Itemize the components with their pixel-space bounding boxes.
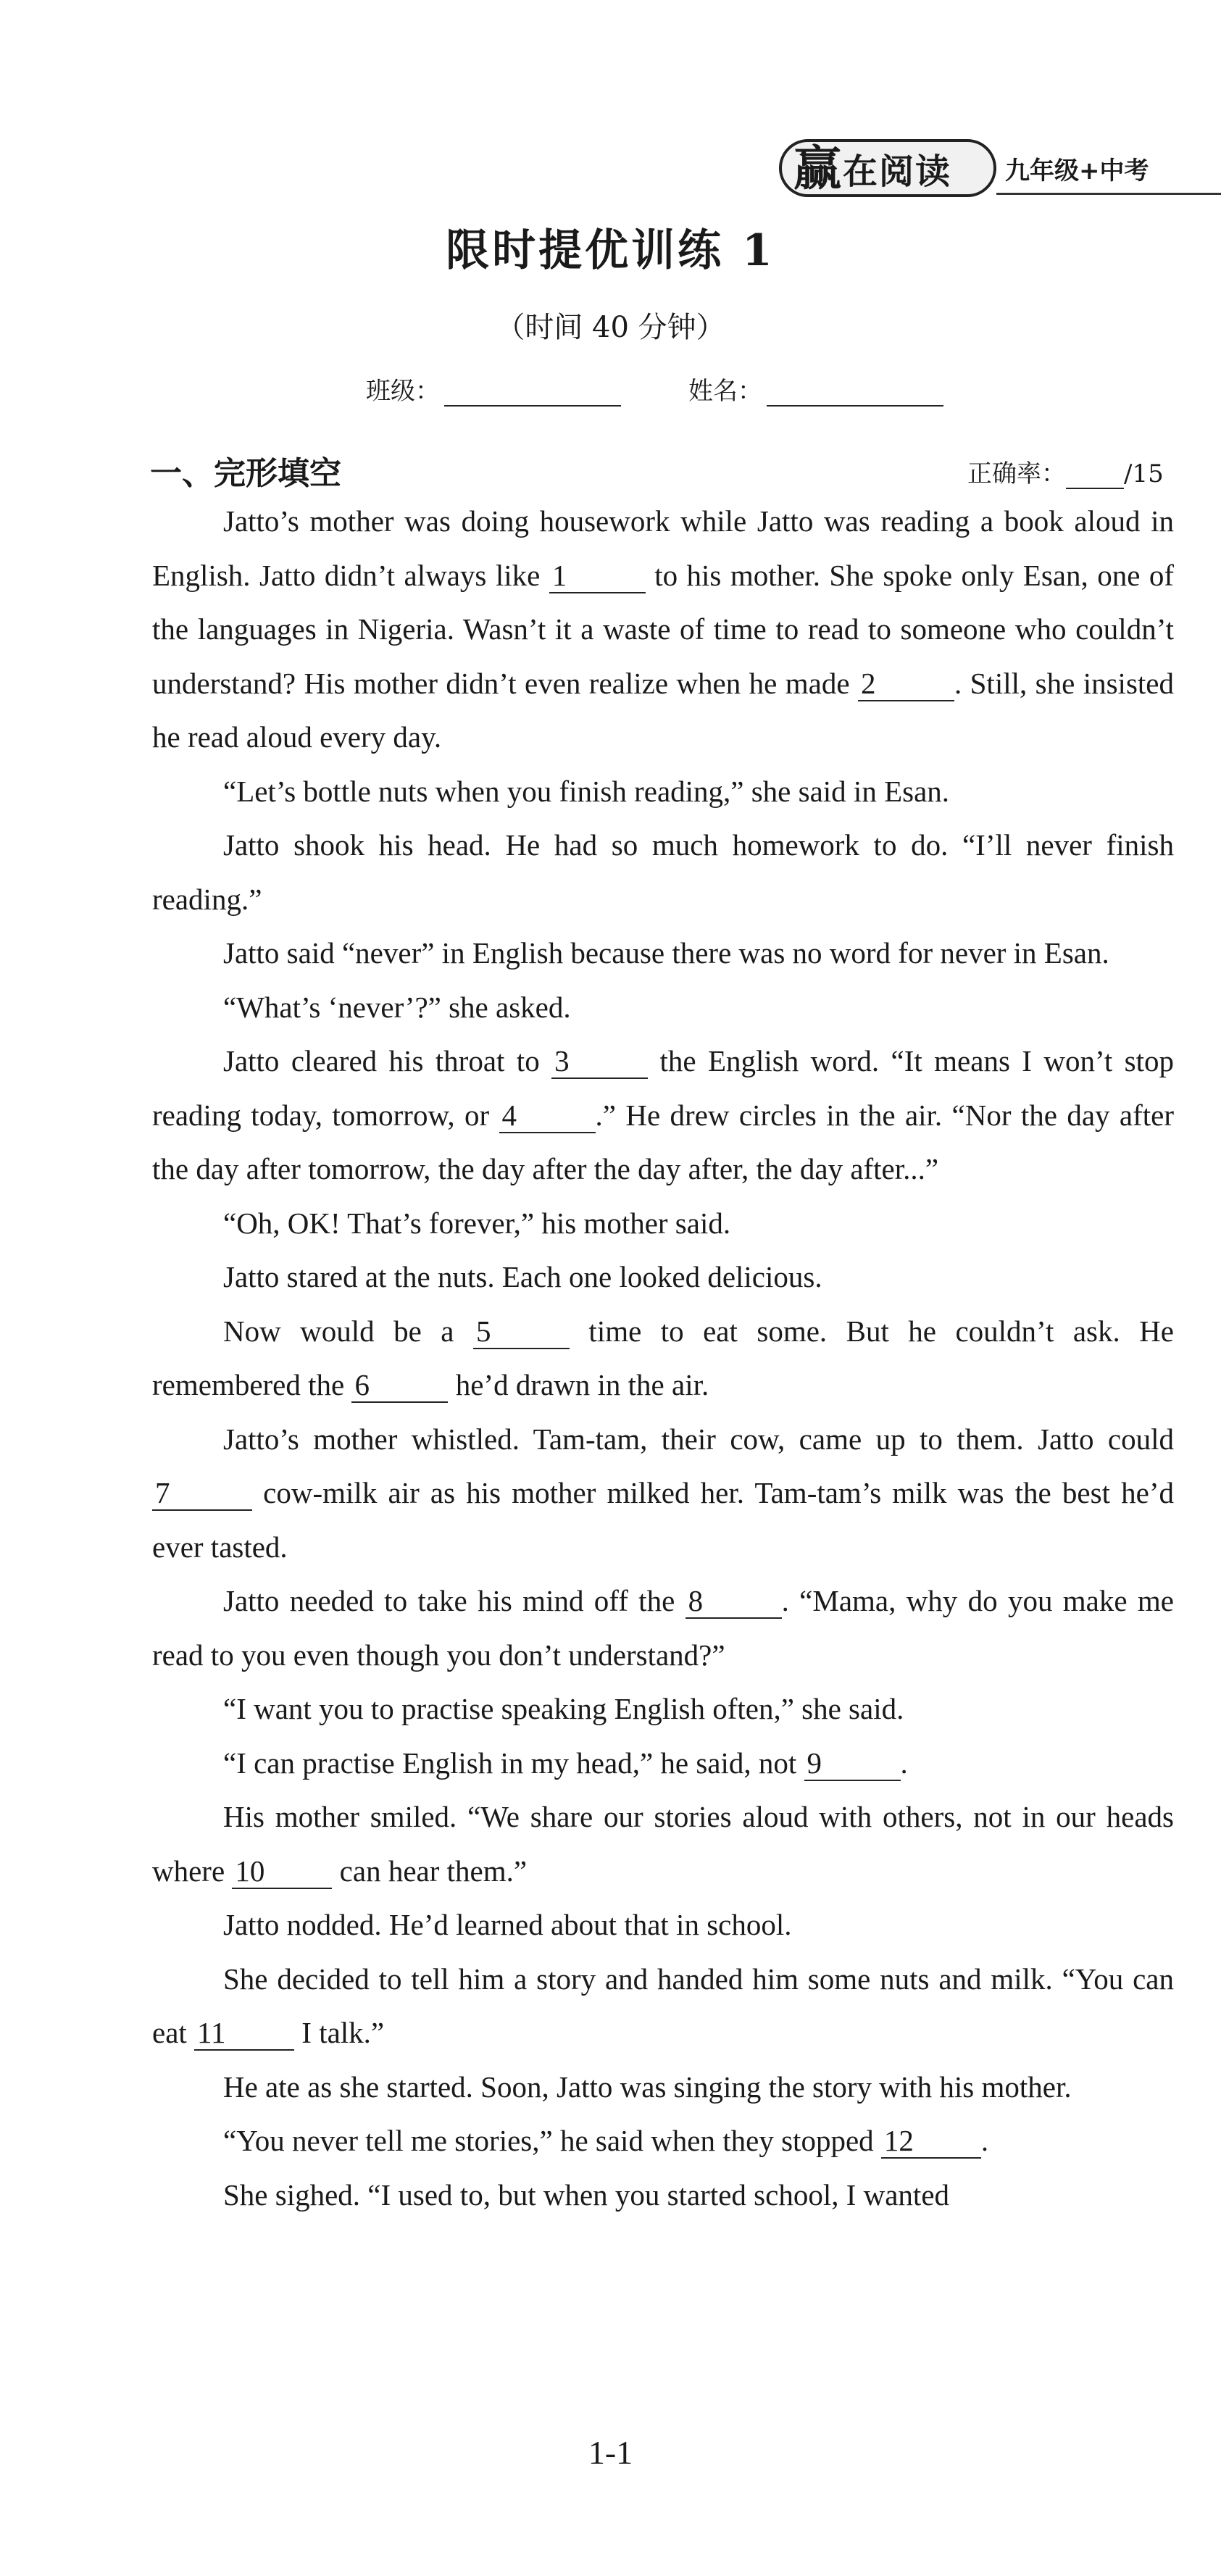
accuracy-blank-line[interactable] [1066, 464, 1124, 489]
passage-text: “What’s ‘never’?” she asked. [223, 990, 571, 1024]
name-label: 姓名： [688, 377, 762, 406]
brand-header [779, 136, 1170, 201]
paragraph [152, 1898, 1174, 1952]
passage-text: Jatto said “never” in English because there was no word for never in Esan. [223, 936, 1109, 970]
time-limit: （时间 40 分钟） [496, 311, 725, 344]
passage-text: . [900, 1746, 908, 1780]
passage-text: Jatto cleared his throat to [223, 1044, 552, 1077]
class-field [366, 371, 621, 407]
blank-3[interactable]: 3 [551, 1044, 648, 1079]
paragraph [152, 1250, 1174, 1304]
blank-2[interactable]: 2 [858, 667, 954, 701]
blank-10[interactable]: 10 [232, 1854, 332, 1889]
passage-text: .” He drew circles in the air. “Nor the day after the day after tomorrow, the day after the day after, the day after...” [152, 1098, 1175, 1185]
paragraph [152, 980, 1174, 1035]
paragraph [152, 1412, 1174, 1575]
blank-1[interactable]: 1 [549, 559, 646, 593]
passage-text: . [980, 2124, 989, 2157]
paragraph [152, 1196, 1174, 1251]
passage-text: the English word. “It means I won’t stop reading today, tomorrow, or [152, 1044, 1174, 1132]
paragraph [152, 1736, 1174, 1791]
passage-text: Jatto’s mother was doing housework while Jatto was reading a book aloud in English. Jatto didn’t always like [152, 504, 1174, 592]
passage-text: “I want you to practise speaking English often,” she said. [223, 1692, 904, 1725]
paragraph [152, 926, 1174, 980]
header-rule [996, 193, 1221, 195]
class-blank-line[interactable] [444, 379, 621, 407]
passage-text: Jatto shook his head. He had so much homework to do. “I’ll never finish reading.” [152, 828, 1174, 916]
accuracy-label: 正确率： [967, 459, 1066, 488]
paragraph [152, 1682, 1174, 1736]
passage-text: “Oh, OK! That’s forever,” his mother said. [223, 1206, 731, 1240]
grade-label: 九年级+中考 [1005, 157, 1149, 186]
passage-text: cow-milk air as his mother milked her. Tam-tam’s milk was the best he’d ever tasted. [152, 1476, 1174, 1564]
brand-logo-char: 赢 [793, 140, 840, 196]
passage-text: Jatto needed to take his mind off the [223, 1584, 685, 1617]
passage-text: “Let’s bottle nuts when you finish reading,” she said in Esan. [223, 774, 950, 808]
paragraph [152, 2060, 1174, 2114]
passage-text: time to eat some. But he couldn’t ask. He remembered the [152, 1314, 1174, 1401]
passage-text: can hear them.” [332, 1854, 528, 1888]
section-title: 一、完形填空 [150, 455, 341, 492]
page-number: 1-1 [588, 2434, 633, 2471]
paragraph [152, 818, 1174, 926]
passage-text: He ate as she started. Soon, Jatto was singing the story with his mother. [223, 2069, 1072, 2104]
passage-text: Jatto’s mother whistled. Tam-tam, their cow, came up to them. Jatto could [223, 1422, 1174, 1456]
paragraph [152, 2114, 1174, 2168]
passage-text: to his mother. She spoke only Esan, one of the languages in Nigeria. Wasn’t it a waste of time to read to someone who couldn’t understand? His mother didn’t even realize when he made [152, 558, 1175, 700]
brand-logo-text: 在阅读 [843, 151, 952, 192]
passage-text: . Still, she insisted he read aloud every day. [152, 666, 1174, 754]
blank-8[interactable]: 8 [685, 1584, 782, 1619]
blank-9[interactable]: 9 [804, 1746, 901, 1781]
passage-text: His mother smiled. “We share our stories aloud with others, not in our heads where [152, 1800, 1174, 1888]
paragraph [152, 1034, 1174, 1196]
page-title: 限时提优训练 1 [446, 225, 775, 276]
paragraph [152, 1952, 1174, 2060]
name-blank-line[interactable] [767, 379, 943, 407]
class-label: 班级： [366, 377, 440, 406]
blank-12[interactable]: 12 [881, 2124, 981, 2159]
accuracy-field [967, 454, 1164, 489]
paragraph [152, 764, 1174, 819]
passage-text: Jatto stared at the nuts. Each one looked delicious. [223, 1260, 822, 1293]
passage-text: I talk.” [294, 2016, 385, 2049]
blank-7[interactable]: 7 [152, 1476, 252, 1511]
passage-text: . “Mama, why do you make me read to you even though you don’t understand?” [152, 1584, 1174, 1672]
paragraph [152, 494, 1174, 764]
blank-11[interactable]: 11 [194, 2016, 294, 2051]
accuracy-total: /15 [1124, 459, 1164, 488]
paragraph [152, 1304, 1174, 1412]
cloze-passage [152, 494, 1174, 2222]
paragraph [152, 2168, 1174, 2222]
passage-text: “You never tell me stories,” he said when they stopped [223, 2124, 881, 2157]
passage-text: Jatto nodded. He’d learned about that in school. [223, 1908, 792, 1941]
passage-text: Now would be a [223, 1314, 473, 1348]
paragraph [152, 1790, 1174, 1898]
blank-5[interactable]: 5 [473, 1314, 570, 1349]
blank-4[interactable]: 4 [499, 1099, 596, 1133]
brand-logo [779, 139, 996, 197]
name-field [688, 371, 943, 407]
paragraph [152, 1574, 1174, 1682]
passage-text: She decided to tell him a story and handed him some nuts and milk. “You can eat [152, 1962, 1174, 2049]
passage-text: he’d drawn in the air. [448, 1368, 709, 1401]
passage-text: She sighed. “I used to, but when you started school, I wanted [223, 2177, 950, 2212]
passage-text: “I can practise English in my head,” he said, not [223, 1746, 804, 1780]
blank-6[interactable]: 6 [351, 1368, 448, 1403]
